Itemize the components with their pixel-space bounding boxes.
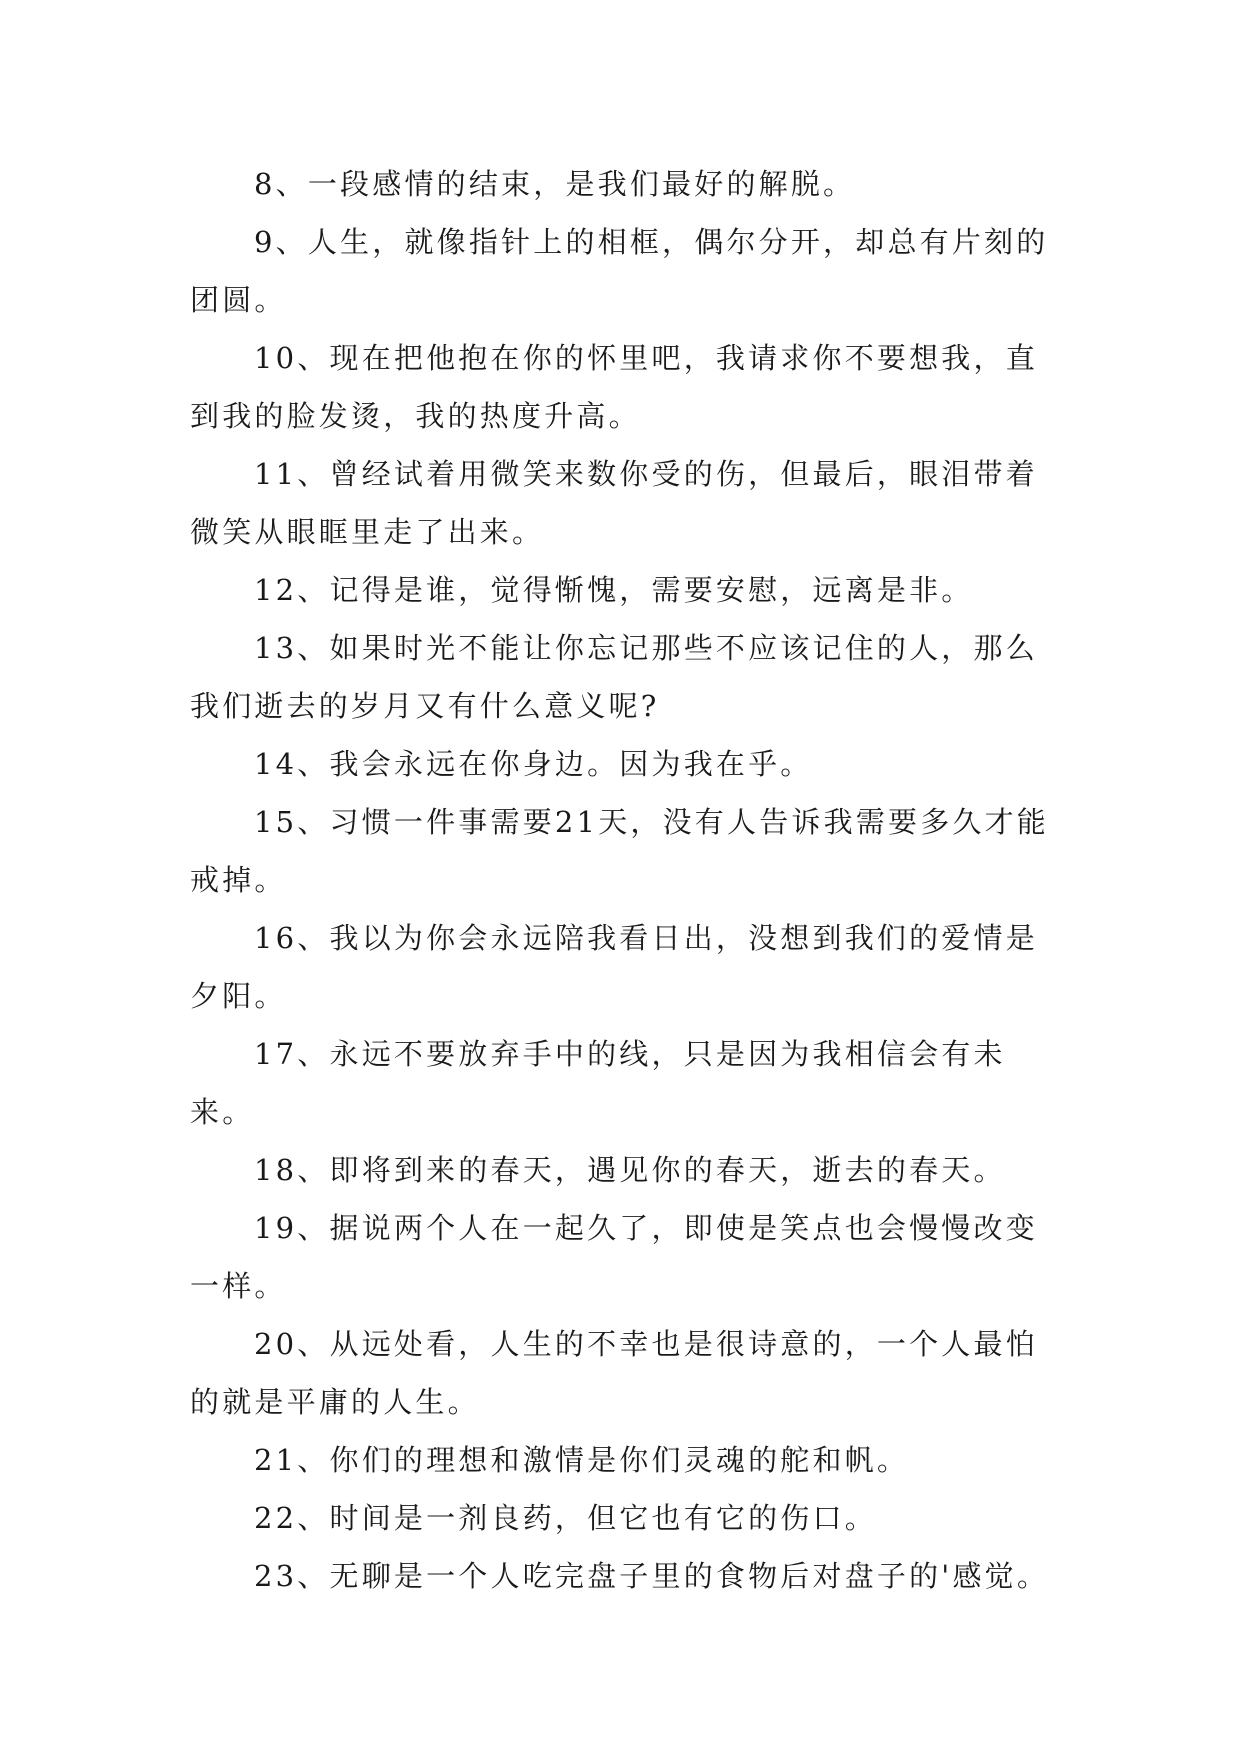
paragraph-18: 18、即将到来的春天，遇见你的春天，逝去的春天。 — [254, 1153, 1006, 1187]
paragraph-11: 11、曾经试着用微笑来数你受的伤，但最后，眼泪带着微笑从眼眶里走了出来。 — [190, 457, 1038, 549]
paragraph-8: 8、一段感情的结束，是我们最好的解脱。 — [254, 167, 856, 201]
document-body — [190, 155, 1070, 1605]
paragraph-22: 22、时间是一剂良药，但它也有它的伤口。 — [254, 1501, 877, 1535]
paragraph-21: 21、你们的理想和激情是你们灵魂的舵和帆。 — [254, 1443, 910, 1477]
paragraph-17: 17、永远不要放弃手中的线，只是因为我相信会有未来。 — [190, 1037, 1006, 1129]
paragraph-12: 12、记得是谁，觉得惭愧，需要安慰，远离是非。 — [254, 573, 974, 607]
paragraph-14: 14、我会永远在你身边。因为我在乎。 — [254, 747, 813, 781]
paragraph-9: 9、人生，就像指针上的相框，偶尔分开，却总有片刻的团圆。 — [190, 225, 1049, 317]
paragraph-19: 19、据说两个人在一起久了，即使是笑点也会慢慢改变一样。 — [190, 1211, 1038, 1303]
paragraph-23: 23、无聊是一个人吃完盘子里的食物后对盘子的'感觉。 — [254, 1559, 1050, 1593]
paragraph-16: 16、我以为你会永远陪我看日出，没想到我们的爱情是夕阳。 — [190, 921, 1038, 1013]
paragraph-10: 10、现在把他抱在你的怀里吧，我请求你不要想我，直到我的脸发烫，我的热度升高。 — [190, 341, 1038, 433]
paragraph-15: 15、习惯一件事需要21天，没有人告诉我需要多久才能戒掉。 — [190, 805, 1050, 897]
paragraph-13: 13、如果时光不能让你忘记那些不应该记住的人，那么我们逝去的岁月又有什么意义呢? — [190, 631, 1038, 723]
paragraph-20: 20、从远处看，人生的不幸也是很诗意的，一个人最怕的就是平庸的人生。 — [190, 1327, 1038, 1419]
